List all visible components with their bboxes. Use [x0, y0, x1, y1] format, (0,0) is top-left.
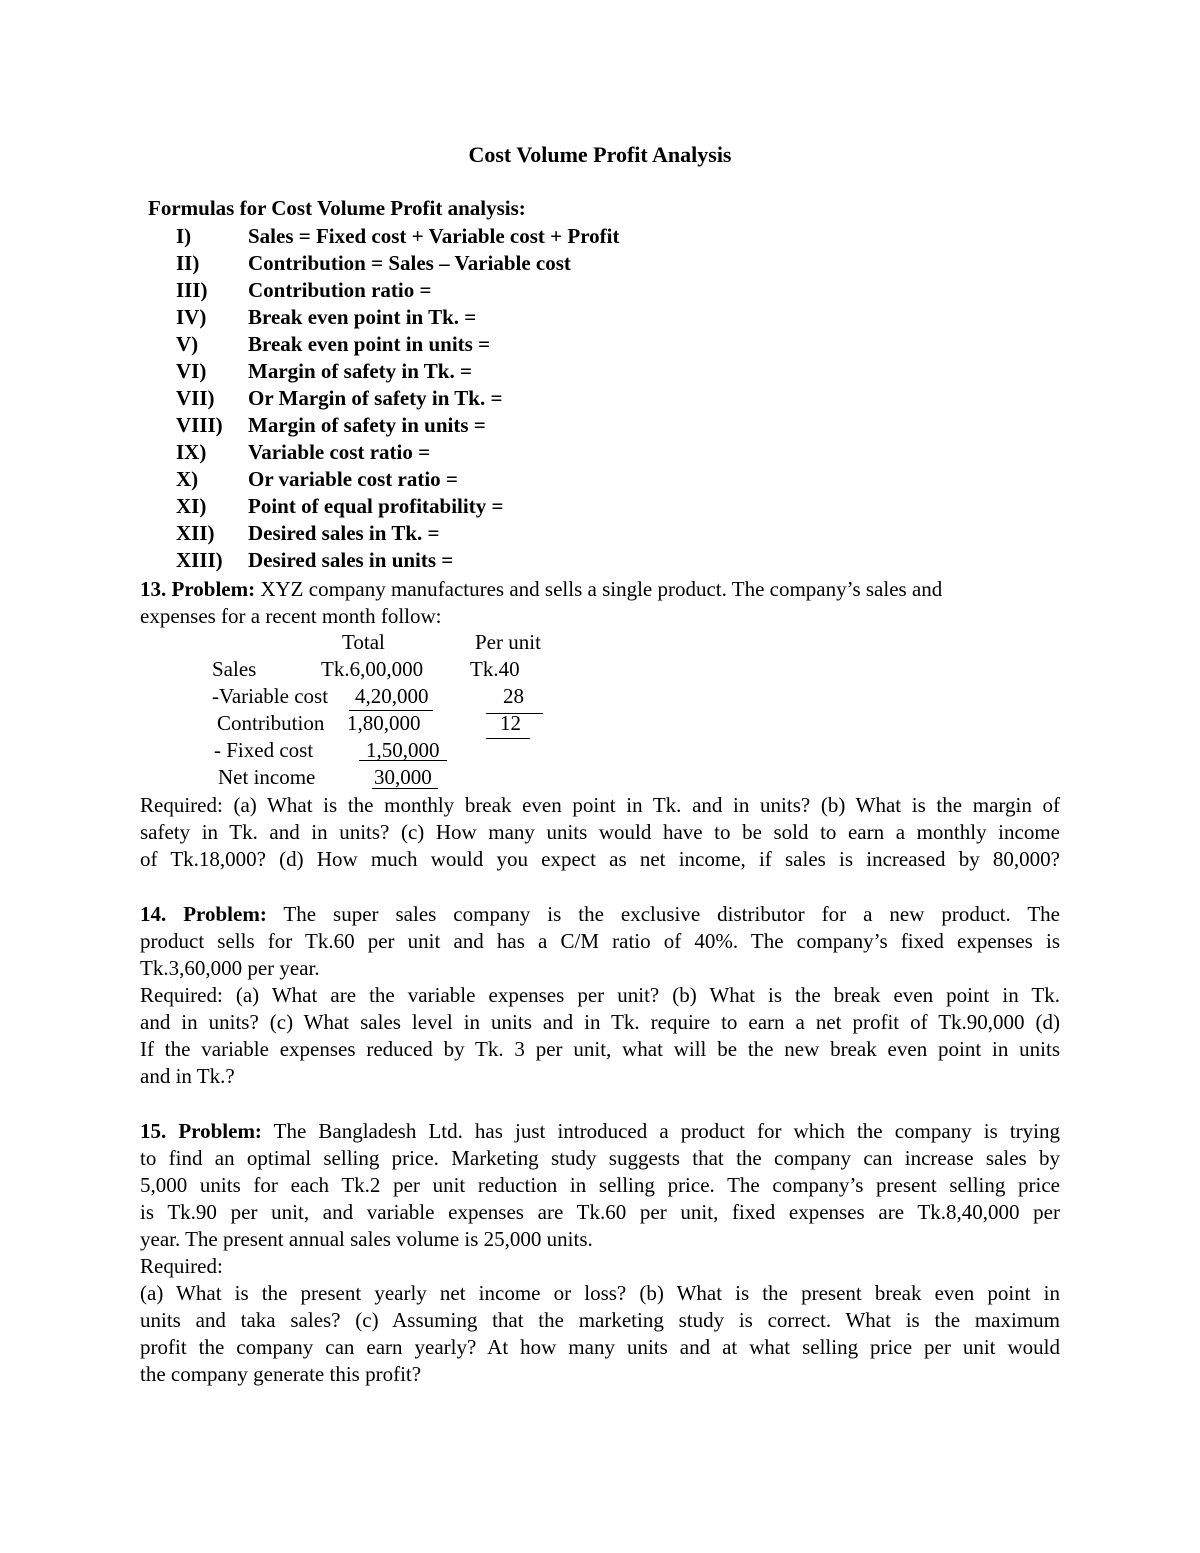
problem-13-required-line: of Tk.18,000? (d) How much would you expect as net income, if sales is increased by 80,000?: [140, 847, 1060, 871]
table-row-label: Contribution: [217, 711, 325, 735]
formulas-heading: Formulas for Cost Volume Profit analysis:: [148, 196, 526, 220]
problem-15: [140, 1118, 1060, 1388]
problem-13-line: expenses for a recent month follow:: [140, 604, 442, 628]
formula-text: Contribution ratio =: [248, 278, 432, 302]
formula-text: Variable cost ratio =: [248, 440, 431, 464]
formula-number: X): [176, 467, 199, 491]
problem-13-required-line: Required: (a) What is the monthly break even point in Tk. and in units? (b) What is the margin of: [140, 793, 1060, 817]
table-cell-total: 30,000: [374, 765, 432, 789]
formula-number: V): [176, 332, 199, 356]
table-cell-total: 4,20,000: [355, 684, 429, 708]
table-row-label: - Fixed cost: [214, 738, 314, 762]
total-underline: [349, 710, 433, 711]
problem-15-line: is Tk.90 per unit, and variable expenses are Tk.60 per unit, fixed expenses are Tk.8,40,000 per: [140, 1200, 1060, 1224]
formula-text: Contribution = Sales – Variable cost: [248, 251, 571, 275]
problem-15-line: 5,000 units for each Tk.2 per unit reduction in selling price. The company’s present selling price: [140, 1173, 1060, 1197]
table-row-label: Sales: [212, 657, 257, 681]
formula-number: III): [176, 278, 208, 302]
problem-14-line: 14. Problem: The super sales company is the exclusive distributor for a new product. The: [140, 902, 1060, 926]
table-row-label: Net income: [218, 765, 316, 789]
problem-15-required-label: Required:: [140, 1254, 223, 1278]
page-title: Cost Volume Profit Analysis: [468, 142, 732, 167]
formula-text: Break even point in Tk. =: [248, 305, 477, 329]
problem-14-required-line: Required: (a) What are the variable expenses per unit? (b) What is the break even point in Tk.: [140, 983, 1060, 1007]
table-cell-unit: 28: [503, 684, 524, 708]
problem-15-line: to find an optimal selling price. Marketing study suggests that the company can increase sales by: [140, 1146, 1060, 1170]
problem-14-required-line: and in units? (c) What sales level in units and in Tk. require to earn a net profit of Tk.90,000 (d): [140, 1010, 1060, 1034]
formula-number: IV): [176, 305, 207, 329]
formula-text: Point of equal profitability =: [248, 494, 504, 518]
problem-14-line: Tk.3,60,000 per year.: [140, 956, 320, 980]
formula-number: I): [176, 224, 192, 248]
problem-15-line: 15. Problem: The Bangladesh Ltd. has just introduced a product for which the company is trying: [140, 1119, 1061, 1143]
total-underline: [359, 760, 447, 761]
problem-15-required-line: units and taka sales? (c) Assuming that the marketing study is correct. What is the maximum: [140, 1308, 1060, 1332]
problem-13-label: 13. Problem:: [140, 577, 256, 601]
formula-number: XIII): [176, 548, 223, 572]
formula-text: Or Margin of safety in Tk. =: [248, 386, 503, 410]
formula-text: Margin of safety in Tk. =: [248, 359, 472, 383]
formula-text: Margin of safety in units =: [248, 413, 486, 437]
formula-text: Desired sales in Tk. =: [248, 521, 440, 545]
problem-14-required-line: and in Tk.?: [140, 1064, 235, 1088]
formula-text: Sales = Fixed cost + Variable cost + Profit: [248, 224, 620, 248]
table-row-label: -Variable cost: [212, 684, 329, 708]
table-header-per-unit: Per unit: [475, 630, 541, 654]
problem-15-line: year. The present annual sales volume is 25,000 units.: [140, 1227, 593, 1251]
unit-underline: [486, 738, 530, 739]
formula-number: VIII): [176, 413, 223, 437]
table-cell-total: 1,50,000: [366, 738, 440, 762]
problem-15-label: 15. Problem:: [140, 1119, 262, 1143]
formula-number: VI): [176, 359, 207, 383]
problem-13-required-line: safety in Tk. and in units? (c) How many units would have to be sold to earn a monthly income: [140, 820, 1060, 844]
problem-13: [140, 576, 1060, 630]
table-cell-unit: Tk.40: [470, 657, 520, 681]
problem-14-line: product sells for Tk.60 per unit and has a C/M ratio of 40%. The company’s fixed expenses is: [140, 929, 1060, 953]
formula-text: Break even point in units =: [248, 332, 491, 356]
formula-number: II): [176, 251, 200, 275]
problem-14-label: 14. Problem:: [140, 902, 267, 926]
problem-15-required-line: the company generate this profit?: [140, 1362, 422, 1386]
formula-number: XI): [176, 494, 207, 518]
table-cell-total: 1,80,000: [347, 711, 421, 735]
formula-number: VII): [176, 386, 215, 410]
formula-text: Desired sales in units =: [248, 548, 454, 572]
formula-number: XII): [176, 521, 215, 545]
problem-14: [140, 901, 1060, 1090]
problem-13-line: 13. Problem: XYZ company manufactures and sells a single product. The company’s sales and: [140, 577, 943, 601]
total-underline: [372, 788, 438, 789]
problem-13-required: [140, 792, 1060, 873]
unit-underline: [486, 713, 543, 714]
table-cell-unit: 12: [500, 711, 521, 735]
table-header-total: Total: [342, 630, 385, 654]
table-cell-total: Tk.6,00,000: [321, 657, 424, 681]
formula-text: Or variable cost ratio =: [248, 467, 458, 491]
problem-15-required-line: (a) What is the present yearly net income or loss? (b) What is the present break even point in: [140, 1281, 1060, 1305]
problem-15-required-line: profit the company can earn yearly? At how many units and at what selling price per unit would: [140, 1335, 1060, 1359]
problem-14-required-line: If the variable expenses reduced by Tk. 3 per unit, what will be the new break even point in units: [140, 1037, 1060, 1061]
formula-number: IX): [176, 440, 207, 464]
